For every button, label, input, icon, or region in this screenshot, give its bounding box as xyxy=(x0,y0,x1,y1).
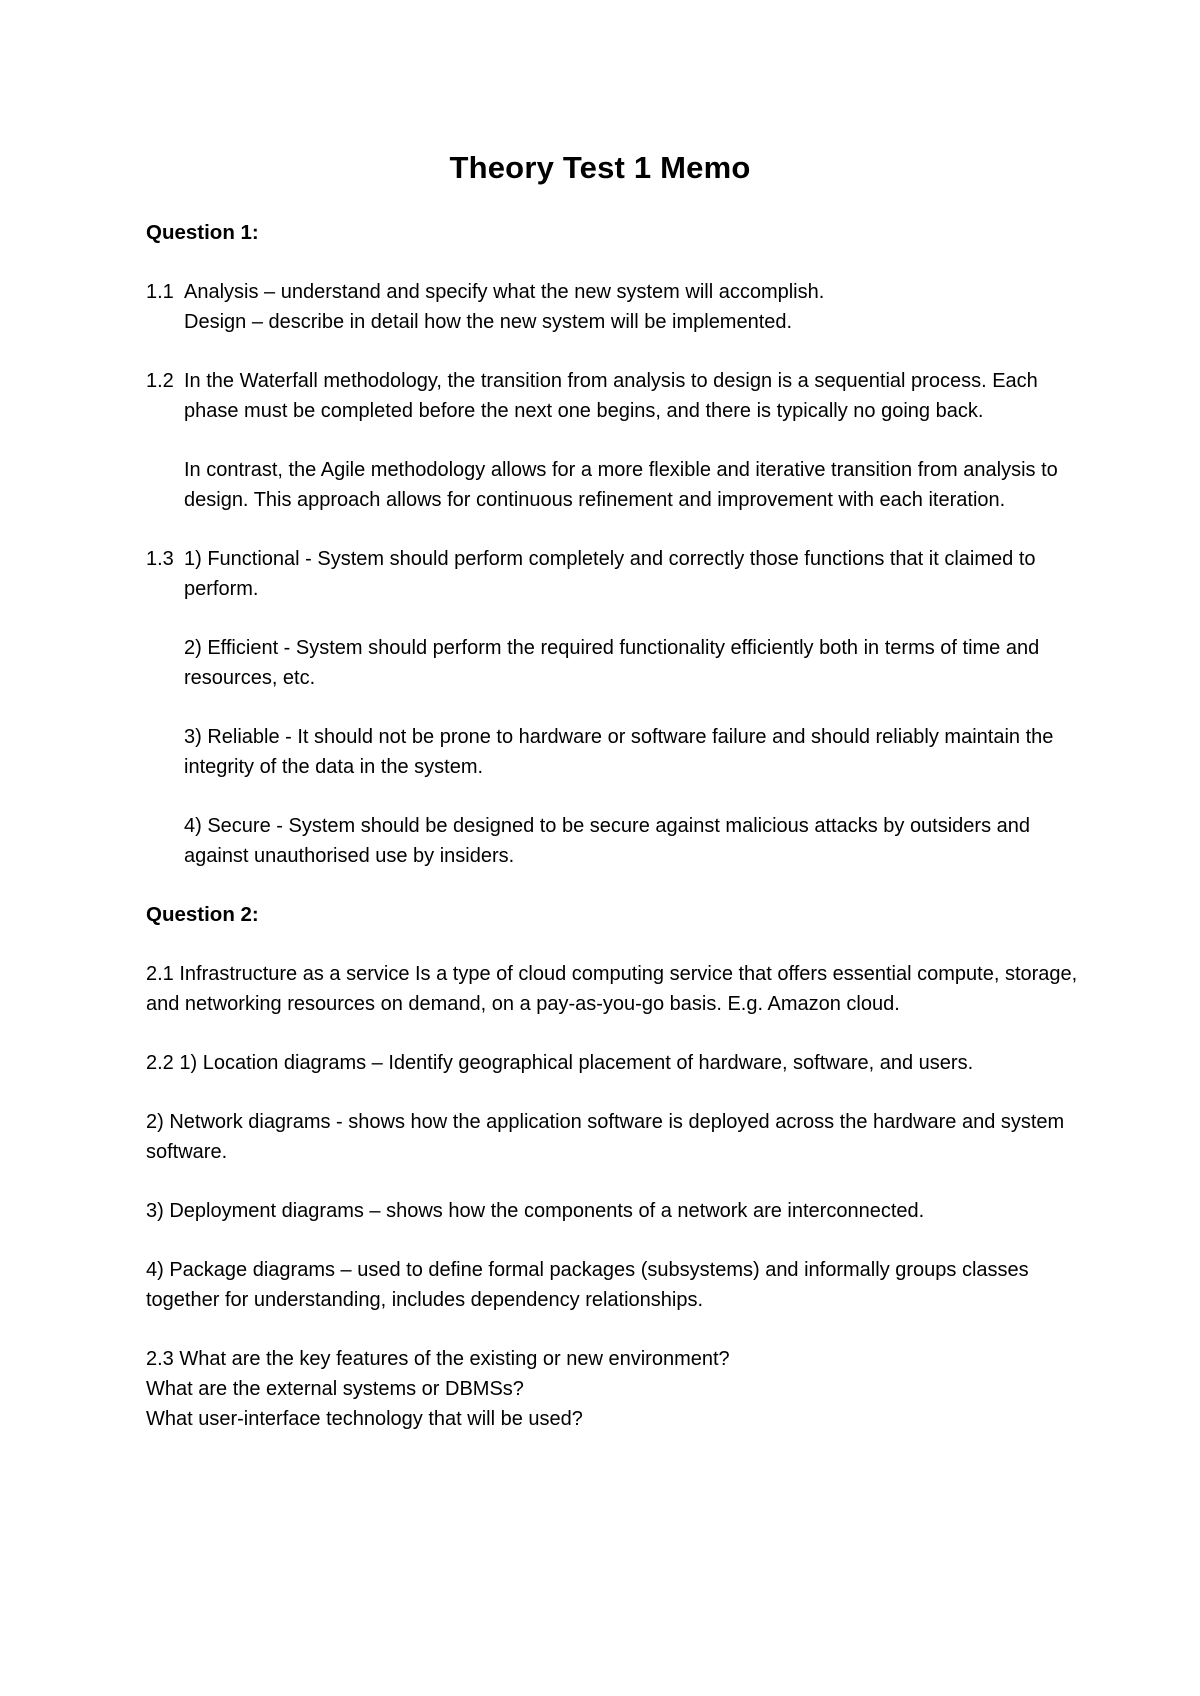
document-title: Theory Test 1 Memo xyxy=(449,150,751,185)
answer-1-3-functional: 1) Functional - System should perform completely and correctly those functions that it claimed to perform. xyxy=(184,548,1036,600)
answer-1-2-waterfall: In the Waterfall methodology, the transition from analysis to design is a sequential process. Each phase must be completed before the next one begins, and there is typically no going back. xyxy=(184,370,1038,422)
answer-2-2-location: 2.2 1) Location diagrams – Identify geographical placement of hardware, software, and users. xyxy=(146,1052,974,1074)
answer-1-3-reliable: 3) Reliable - It should not be prone to hardware or software failure and should reliably maintain the integrity of the data in the system. xyxy=(184,726,1054,778)
answer-1-2 xyxy=(146,366,1086,515)
answer-1-1-number: 1.1 xyxy=(146,281,174,303)
answer-1-2-number: 1.2 xyxy=(146,370,174,392)
answer-1-3-efficient: 2) Efficient - System should perform the required functionality efficiently both in terms of time and resources, etc. xyxy=(184,637,1040,689)
answer-1-3-secure: 4) Secure - System should be designed to be secure against malicious attacks by outsiders and against unauthorised use by insiders. xyxy=(184,815,1031,867)
answer-2-3-line-1: 2.3 What are the key features of the existing or new environment? xyxy=(146,1348,730,1370)
answer-1-1 xyxy=(146,277,1086,337)
question-2-heading: Question 2: xyxy=(146,903,259,926)
answer-2-2-deployment: 3) Deployment diagrams – shows how the components of a network are interconnected. xyxy=(146,1200,925,1222)
answer-2-1: 2.1 Infrastructure as a service Is a type of cloud computing service that offers essential compute, storage, and networking resources on demand, on a pay-as-you-go basis. E.g. Amazon cloud. xyxy=(146,963,1078,1015)
answer-1-3 xyxy=(146,544,1086,871)
answer-2-2-package: 4) Package diagrams – used to define formal packages (subsystems) and informally groups classes together for understanding, includes dependency relationships. xyxy=(146,1259,1029,1311)
answer-1-1-analysis: Analysis – understand and specify what the new system will accomplish. xyxy=(184,281,825,303)
answer-1-1-design: Design – describe in detail how the new system will be implemented. xyxy=(184,311,793,333)
answer-2-3-line-2: What are the external systems or DBMSs? xyxy=(146,1378,524,1400)
answer-2-3-line-3: What user-interface technology that will be used? xyxy=(146,1408,583,1430)
answer-1-3-number: 1.3 xyxy=(146,548,174,570)
answer-2-2-network: 2) Network diagrams - shows how the application software is deployed across the hardware and system software. xyxy=(146,1111,1065,1163)
document-body xyxy=(146,218,1086,1434)
question-1-heading: Question 1: xyxy=(146,221,259,244)
answer-2-3 xyxy=(146,1344,1086,1434)
answer-1-2-agile: In contrast, the Agile methodology allows for a more flexible and iterative transition from analysis to design. This approach allows for continuous refinement and improvement with each iteration. xyxy=(184,459,1058,511)
